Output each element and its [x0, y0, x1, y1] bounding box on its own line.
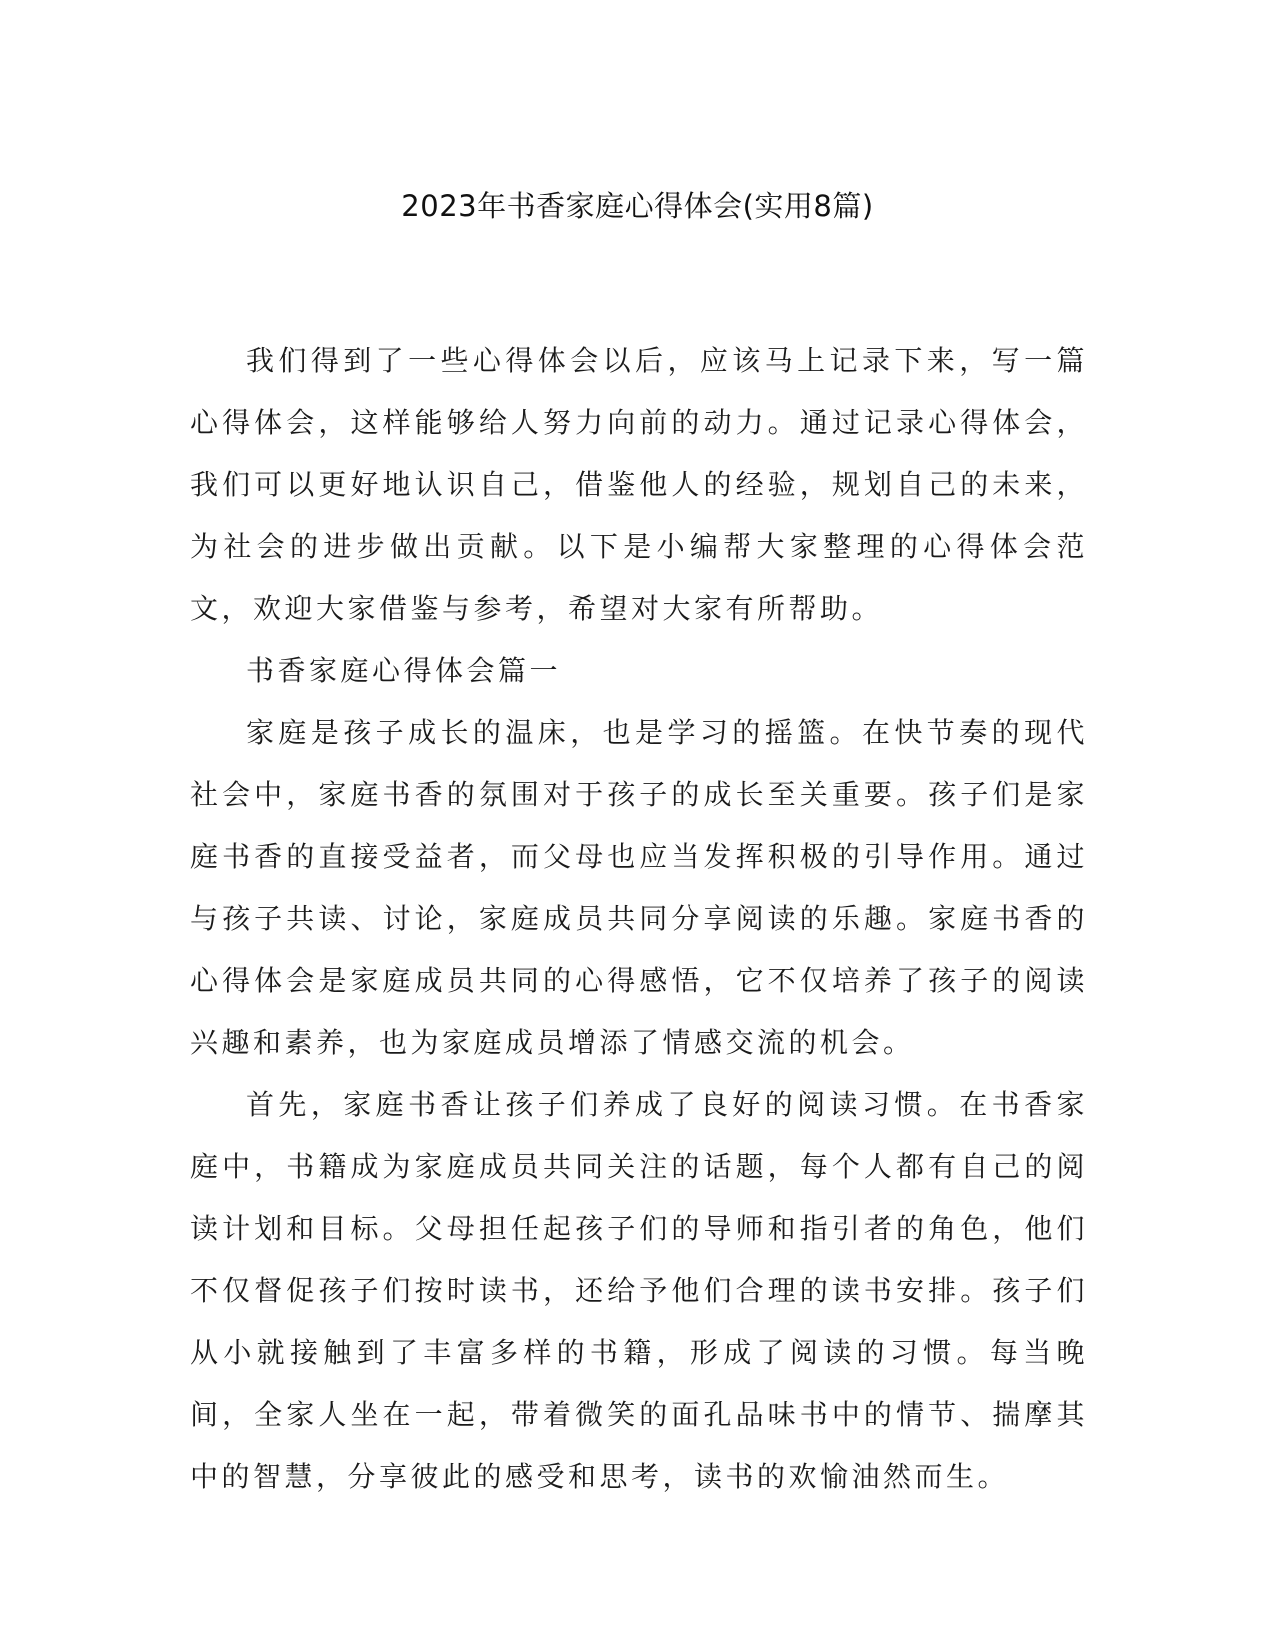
section-heading: 书香家庭心得体会篇一 — [246, 654, 562, 687]
body-paragraph: 首先，家庭书香让孩子们养成了良好的阅读习惯。在书香家庭中，书籍成为家庭成员共同关注的话题，每个人都有自己的阅读计划和目标。父母担任起孩子们的导师和指引者的角色，他们不仅督促孩子们按时读书，还给予他们合理的读书安排。孩子们从小就接触到了丰富多样的书籍，形成了阅读的习惯。每当晚间，全家人坐在一起，带着微笑的面孔品味书中的情节、揣摩其中的智慧，分享彼此的感受和思考，读书的欢愉油然而生。 — [190, 1088, 1088, 1493]
intro-paragraph: 我们得到了一些心得体会以后，应该马上记录下来，写一篇心得体会，这样能够给人努力向前的动力。通过记录心得体会，我们可以更好地认识自己，借鉴他人的经验，规划自己的未来，为社会的进步做出贡献。以下是小编帮大家整理的心得体会范文，欢迎大家借鉴与参考，希望对大家有所帮助。 — [190, 344, 1088, 625]
body-paragraph: 家庭是孩子成长的温床，也是学习的摇篮。在快节奏的现代社会中，家庭书香的氛围对于孩子的成长至关重要。孩子们是家庭书香的直接受益者，而父母也应当发挥积极的引导作用。通过与孩子共读、讨论，家庭成员共同分享阅读的乐趣。家庭书香的心得体会是家庭成员共同的心得感悟，它不仅培养了孩子的阅读兴趣和素养，也为家庭成员增添了情感交流的机会。 — [190, 716, 1088, 1059]
document-body — [190, 330, 1088, 1508]
document-title: 2023年书香家庭心得体会(实用8篇) — [401, 189, 874, 223]
